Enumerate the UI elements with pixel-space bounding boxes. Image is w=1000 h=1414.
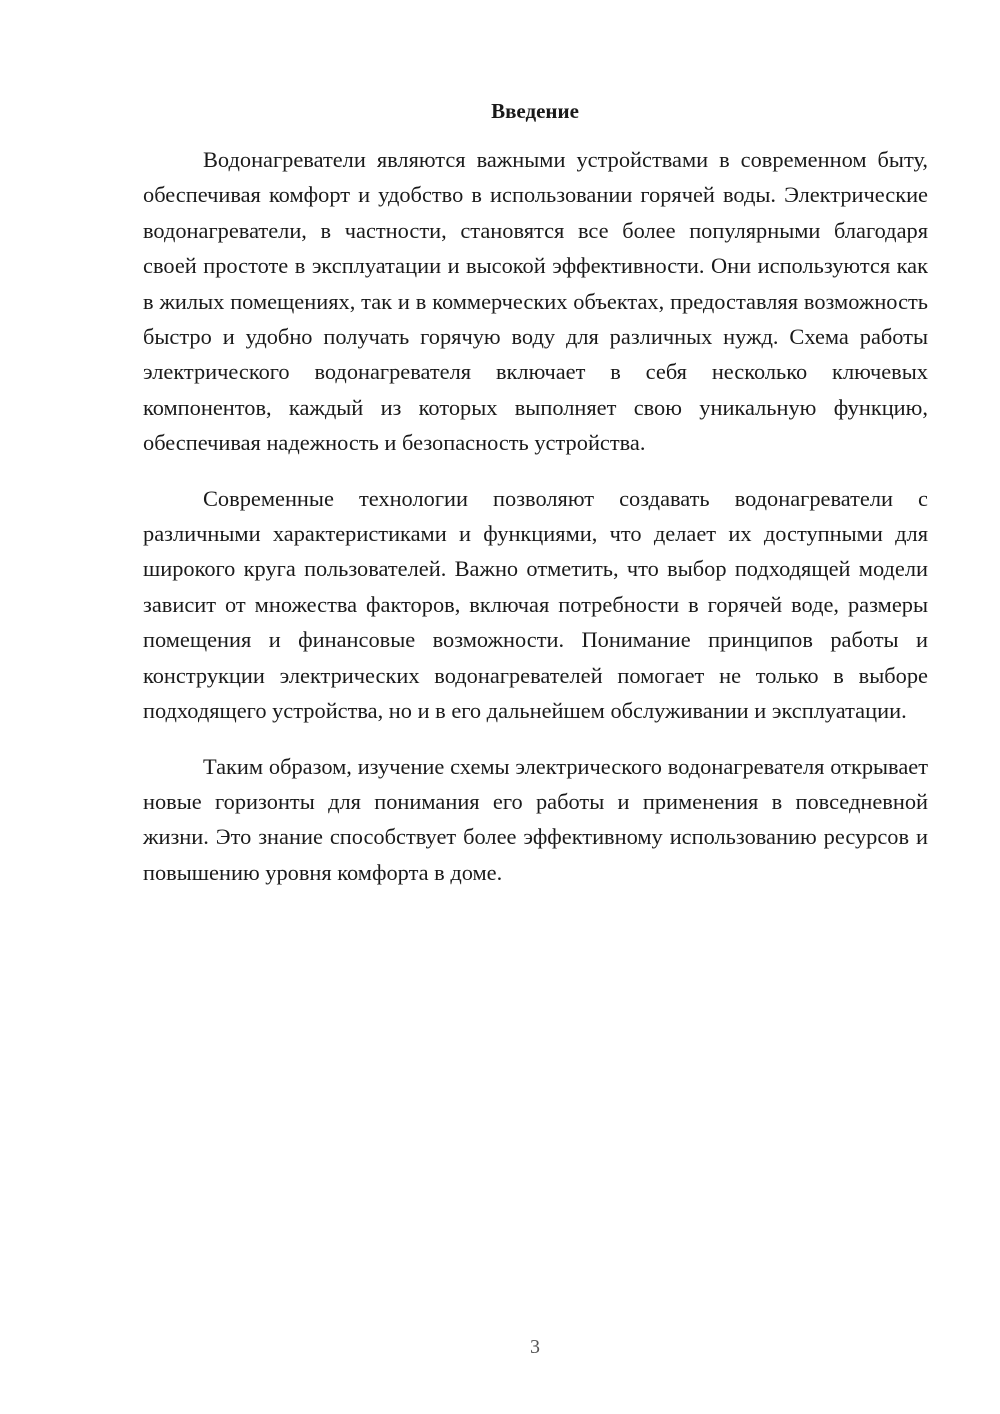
section-heading: Введение	[491, 99, 579, 123]
body-text	[143, 142, 928, 910]
paragraph-2: Современные технологии позволяют создавать водонагреватели с различными характеристиками и функциями, что делает их доступными для широкого круга пользователей. Важно отметить, что выбор подходящей модели зависит от множества факторов, включая потребности в горячей воде, размеры помещения и финансовые возможности. Понимание принципов работы и конструкции электрических водонагревателей помогает не только в выборе подходящего устройства, но и в его дальнейшем обслуживании и эксплуатации.	[143, 485, 928, 724]
paragraph-3: Таким образом, изучение схемы электрического водонагревателя открывает новые горизонты для понимания его работы и применения в повседневной жизни. Это знание способствует более эффективному использованию ресурсов и повышению уровня комфорта в доме.	[143, 753, 928, 885]
paragraph-1: Водонагреватели являются важными устройствами в современном быту, обеспечивая комфорт и удобство в использовании горячей воды. Электрические водонагреватели, в частности, становятся все более популярными благодаря своей простоте в эксплуатации и высокой эффективности. Они используются как в жилых помещениях, так и в коммерческих объектах, предоставляя возможность быстро и удобно получать горячую воду для различных нужд. Схема работы электрического водонагревателя включает в себя несколько ключевых компонентов, каждый из которых выполняет свою уникальную функцию, обеспечивая надежность и безопасность устройства.	[143, 147, 928, 456]
page-number: 3	[530, 1336, 540, 1358]
